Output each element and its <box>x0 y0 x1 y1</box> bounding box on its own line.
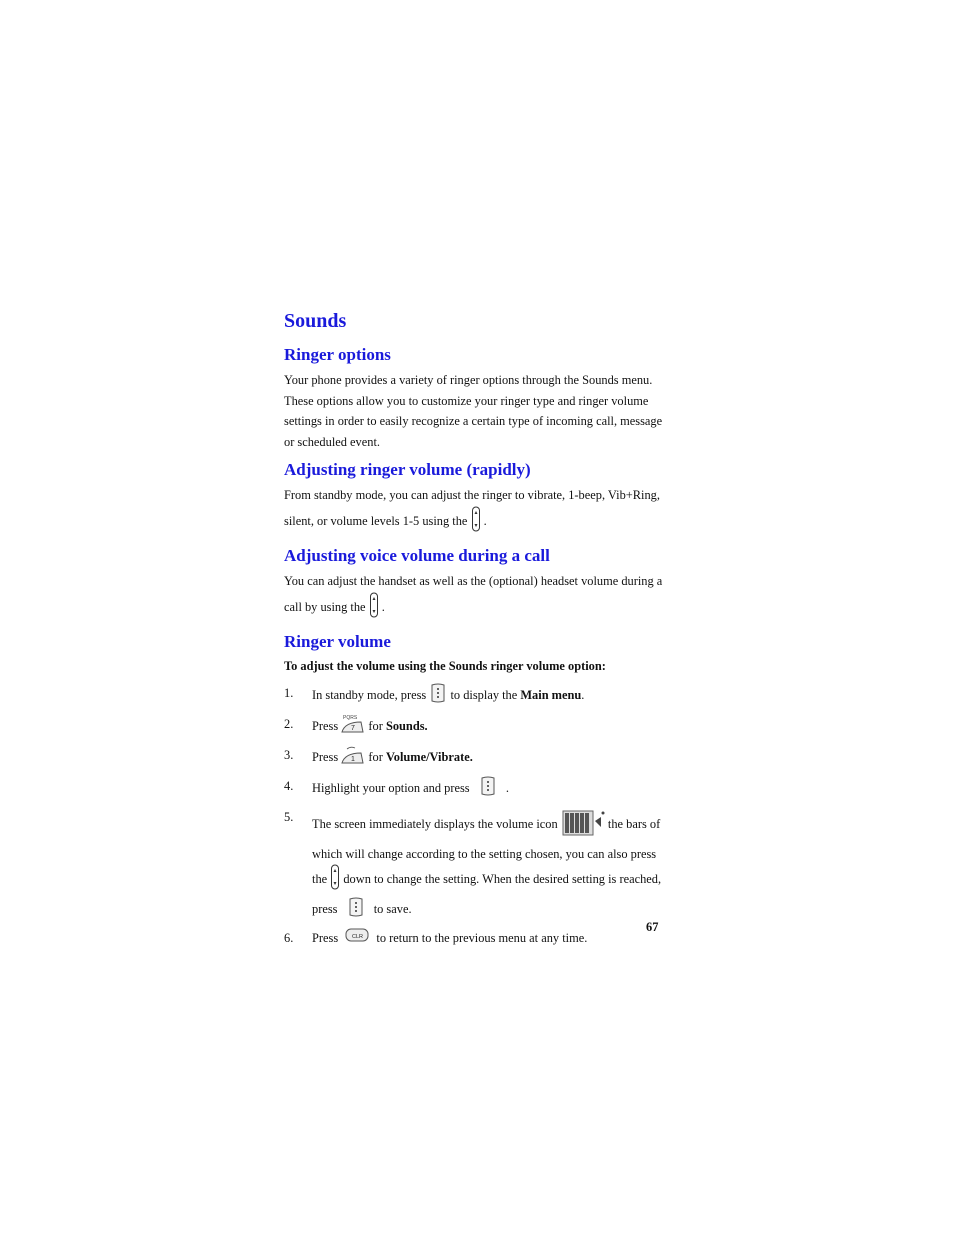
svg-text:1: 1 <box>351 756 356 763</box>
volume-side-key-icon <box>330 864 340 897</box>
section-heading-ringer-options: Ringer options <box>284 345 391 364</box>
step-5: 5. The screen immediately displays the volume icon the bars of which will change according to the setting chosen, you can also press the down to change the setting. When the desired setting is reached, press to save. <box>284 807 664 923</box>
steps-list <box>284 683 664 949</box>
volume-side-key-icon <box>369 592 379 625</box>
volume-bars-icon <box>561 807 605 844</box>
adjusting-ringer-volume-text: From standby mode, you can adjust the ringer to vibrate, 1-beep, Vib+Ring, silent, or volume levels 1-5 using the . <box>284 485 664 538</box>
menu-ok-key-icon <box>479 776 497 803</box>
step-4: 4. Highlight your option and press . <box>284 776 664 803</box>
key-7-icon <box>341 714 365 741</box>
page-title: Sounds <box>284 310 347 332</box>
section-heading-adjusting-voice-volume: Adjusting voice volume during a call <box>284 546 550 565</box>
ringer-options-text: Your phone provides a variety of ringer options through the Sounds menu. These options allow you to customize your ringer type and ringer volume settings in order to easily recognize a certain type of incoming call, message or scheduled event. <box>284 373 663 449</box>
step-2: 2. Press PQRS 7 for Sounds. <box>284 714 664 741</box>
svg-text:7: 7 <box>351 725 356 732</box>
step-6: 6. Press CLR to return to the previous menu at any time. <box>284 928 664 949</box>
volume-side-key-icon <box>471 506 481 539</box>
key-1-icon <box>341 745 365 772</box>
step-3: 3. Press 1 for Volume/Vibrate. <box>284 745 664 772</box>
section-heading-ringer-volume: Ringer volume <box>284 632 391 651</box>
clr-key-icon <box>345 928 369 949</box>
page-number: 67 <box>646 920 659 934</box>
svg-text:CLR: CLR <box>352 934 364 941</box>
menu-ok-key-icon <box>347 897 365 924</box>
ringer-volume-lead: To adjust the volume using the Sounds ringer volume option: <box>284 659 606 673</box>
adjusting-voice-volume-text: You can adjust the handset as well as the (optional) headset volume during a call by using the . <box>284 571 664 624</box>
svg-text:PQRS: PQRS <box>343 715 358 721</box>
document-content <box>284 308 664 953</box>
menu-ok-key-icon <box>429 683 447 710</box>
section-heading-adjusting-ringer-volume: Adjusting ringer volume (rapidly) <box>284 460 531 479</box>
step-1: 1. In standby mode, press to display the Main menu. <box>284 683 664 710</box>
